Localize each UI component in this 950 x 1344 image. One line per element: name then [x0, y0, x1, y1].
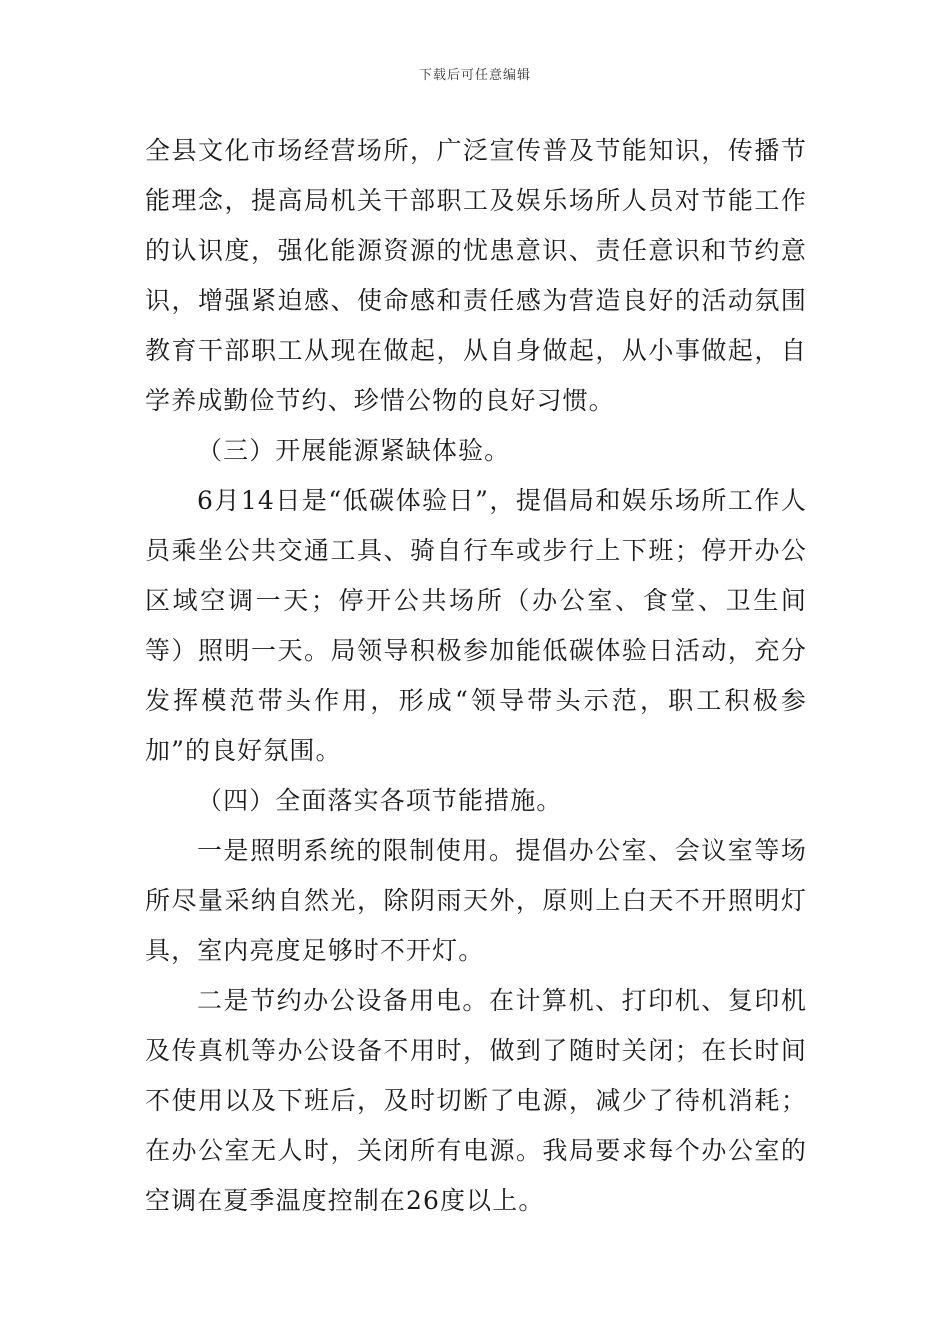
paragraph-office-equipment: 二是节约办公设备用电。在计算机、打印机、复印机及传真机等办公设备不用时，做到了随时关闭；在长时间不使用以及下班后，及时切断了电源，减少了待机消耗；在办公室无人时，关闭所有电源。我局要求每个办公室的空调在夏季温度控制在26度以上。	[145, 986, 807, 1215]
paragraph-intro: 全县文化市场经营场所，广泛宣传普及节能知识，传播节能理念，提高局机关干部职工及娱乐场所人员对节能工作的认识度，强化能源资源的忧患意识、责任意识和节约意识，增强紧迫感、使命感和责任感为营造良好的活动氛围教育干部职工从现在做起，从自身做起，从小事做起，自学养成勤俭节约、珍惜公物的良好习惯。	[145, 136, 807, 415]
section-heading-3: （三）开展能源紧缺体验。	[197, 436, 511, 465]
document-body	[145, 126, 807, 1226]
paragraph-lighting: 一是照明系统的限制使用。提倡办公室、会议室等场所尽量采纳自然光，除阴雨天外，原则上白天不开照明灯具，室内亮度足够时不开灯。	[145, 836, 807, 965]
section-heading-4: （四）全面落实各项节能措施。	[197, 786, 563, 815]
page-header: 下载后可任意编辑	[418, 68, 531, 83]
paragraph-low-carbon-day: 6月14日是“低碳体验日”，提倡局和娱乐场所工作人员乘坐公共交通工具、骑自行车或步行上下班；停开办公区域空调一天；停开公共场所（办公室、食堂、卫生间等）照明一天。局领导积极参加能低碳体验日活动，充分发挥模范带头作用，形成“领导带头示范，职工积极参加”的良好氛围。	[145, 486, 807, 765]
